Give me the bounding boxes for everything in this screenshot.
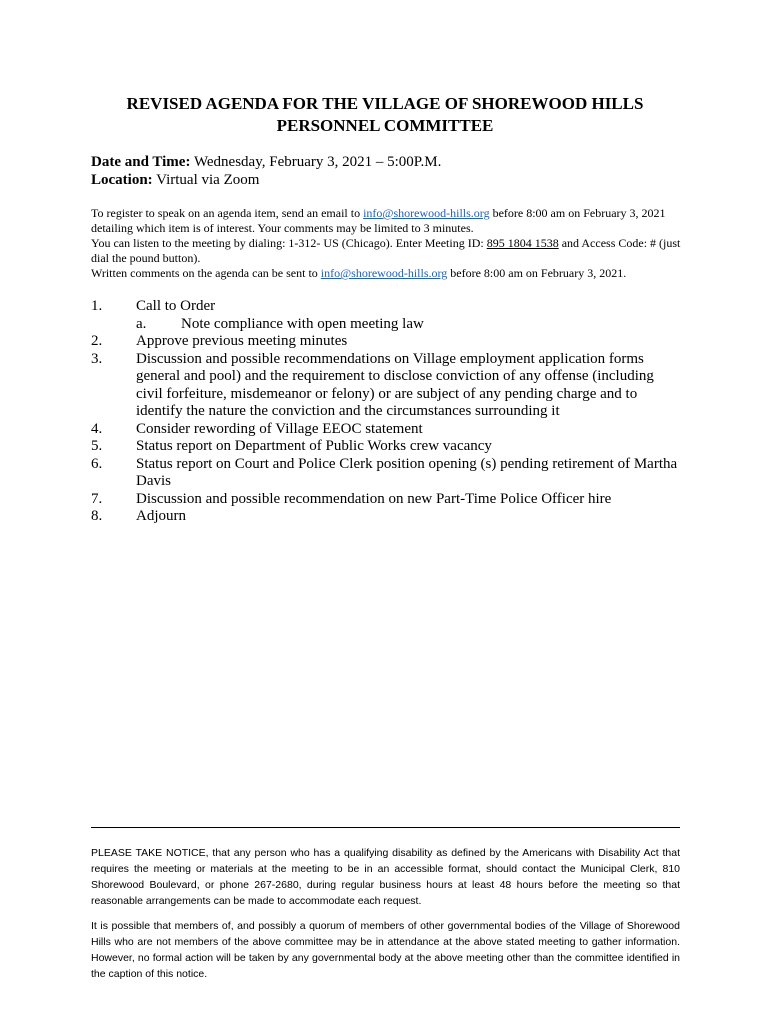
- dial-in-text-end: and Access Code: # (just dial the pound button).: [91, 236, 681, 265]
- written-comments-paragraph: [91, 266, 686, 281]
- agenda-sub-item: [91, 316, 681, 334]
- agenda-item-text: Discussion and possible recommendation on new Part-Time Police Officer hire: [136, 490, 612, 507]
- agenda-item: [91, 333, 681, 351]
- agenda-item-text: Call to Order: [136, 298, 216, 314]
- agenda-item-text: Status report on Department of Public Works crew vacancy: [136, 438, 492, 454]
- agenda-item-number: 3.: [91, 350, 103, 367]
- footer-divider: [91, 827, 680, 828]
- title-line-2: PERSONNEL COMMITTEE: [276, 116, 494, 135]
- agenda-item-number: 4.: [91, 420, 103, 437]
- agenda-item-number: 6.: [91, 455, 103, 472]
- agenda-sub-item-letter: a.: [136, 315, 147, 332]
- dial-in-text-start: You can listen to the meeting by dialing: 1-312- US (Chicago). Enter Meeting ID:: [91, 236, 487, 250]
- location-row: [91, 171, 441, 189]
- agenda-item-number: 1.: [91, 298, 103, 314]
- agenda-item-text: Adjourn: [136, 508, 186, 524]
- agenda-item: [91, 351, 681, 421]
- dial-in-paragraph: [91, 236, 686, 266]
- agenda-item-number: 5.: [91, 438, 103, 454]
- agenda-item: [91, 491, 681, 509]
- agenda-sub-item-text: Note compliance with open meeting law: [181, 315, 424, 332]
- register-text-end: before 8:00 am on February 3, 2021 detailing which item is of interest. Your comments may be limited to 3 minutes.: [91, 206, 666, 235]
- agenda-item-text: Status report on Court and Police Clerk position opening (s) pending retirement of Martha Davis: [136, 455, 678, 489]
- agenda-item: [91, 421, 681, 439]
- title-line-1: REVISED AGENDA FOR THE VILLAGE OF SHOREWOOD HILLS: [126, 94, 644, 113]
- date-time-row: [91, 153, 441, 171]
- register-paragraph: [91, 206, 686, 236]
- agenda-title: [90, 93, 680, 137]
- written-comments-text-start: Written comments on the agenda can be sent to: [91, 266, 321, 280]
- register-text-start: To register to speak on an agenda item, send an email to: [91, 206, 364, 220]
- date-time-label: Date and Time:: [91, 154, 191, 170]
- agenda-item: [91, 508, 681, 526]
- quorum-notice: It is possible that members of, and possibly a quorum of members of other governmental bodies of the Village of Shorewood Hills who are not members of the above committee may be in attendance at the above stated meeting to gather information. However, no formal action will be taken by any governmental body at the above meeting other than the committee identified in the caption of this notice.: [91, 920, 680, 980]
- email-link-2[interactable]: info@shorewood-hills.org: [320, 266, 448, 280]
- location-label: Location:: [91, 172, 153, 188]
- written-comments-text-end: before 8:00 am on February 3, 2021.: [447, 266, 627, 280]
- agenda-list: [91, 298, 681, 526]
- agenda-item-number: 7.: [91, 490, 103, 507]
- agenda-item: [91, 438, 681, 456]
- registration-info: [91, 206, 686, 281]
- date-time-value: Wednesday, February 3, 2021 – 5:00P.M.: [193, 154, 442, 170]
- email-link[interactable]: info@shorewood-hills.org: [363, 206, 490, 220]
- location-value: Virtual via Zoom: [156, 172, 260, 188]
- agenda-item: [91, 456, 681, 491]
- agenda-item-text: Consider rewording of Village EEOC statement: [136, 420, 423, 437]
- meeting-id: 895 1804 1538: [486, 236, 559, 250]
- meeting-meta: [91, 153, 441, 189]
- agenda-item-number: 2.: [91, 333, 103, 349]
- accessibility-notice: PLEASE TAKE NOTICE, that any person who has a qualifying disability as defined by the Americans with Disability Act that requires the meeting or materials at the meeting to be in an accessible format, should contact the Municipal Clerk, 810 Shorewood Boulevard, or phone 267-2680, during regular business hours at least 48 hours before the meeting so that reasonable arrangements can be made to accommodate each request.: [91, 847, 680, 907]
- footer-notice: [91, 845, 680, 991]
- agenda-item-text: Discussion and possible recommendations on Village employment application forms general and pool) and the requirement to disclose conviction of any offense (including civil forfeiture, misdemeanor or felony) or are subject of any pending charge and to identify the nature the conviction and the circumstances surrounding it: [136, 350, 654, 419]
- agenda-item: [91, 298, 681, 316]
- agenda-item-text: Approve previous meeting minutes: [136, 333, 348, 349]
- agenda-item-number: 8.: [91, 508, 103, 524]
